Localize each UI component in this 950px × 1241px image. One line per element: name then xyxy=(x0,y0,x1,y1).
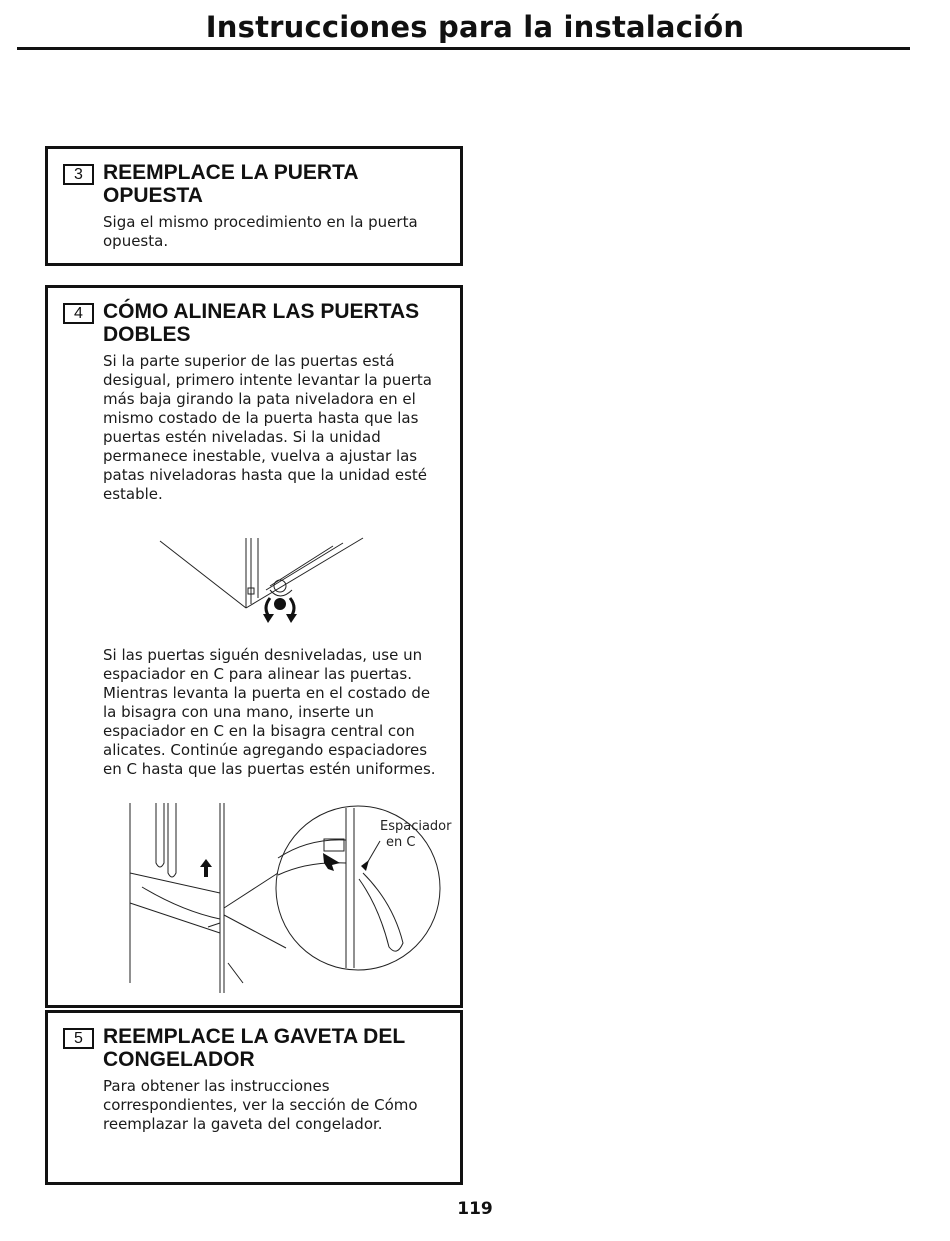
step-3-number: 3 xyxy=(63,164,94,185)
callout-spacer-label-line1: Espaciador xyxy=(380,819,452,834)
leveling-leg-illustration xyxy=(158,528,368,628)
step-3-header xyxy=(63,161,453,207)
callout-spacer-label-line2: en C xyxy=(386,835,416,850)
page-title: Instrucciones para la instalación xyxy=(205,10,745,44)
step-3-title: REEMPLACE LA PUERTA OPUESTA xyxy=(103,161,358,207)
step-5-header xyxy=(63,1025,453,1071)
step-4-title: CÓMO ALINEAR LAS PUERTAS DOBLES xyxy=(103,300,420,346)
step-4-number: 4 xyxy=(63,303,94,324)
step-5-text: Para obtener las instrucciones correspondientes, ver la sección de Cómo reemplazar la gaveta del congelador. xyxy=(103,1077,418,1133)
step-5-box xyxy=(45,1010,463,1185)
step-5-title: REEMPLACE LA GAVETA DEL CONGELADOR xyxy=(103,1025,405,1071)
step-4-box xyxy=(45,285,463,1008)
step-4-header xyxy=(63,300,453,346)
step-4-text-leveling: Si la parte superior de las puertas está desigual, primero intente levantar la puerta más baja girando la pata niveladora en el mismo costado de la puerta hasta que las puertas estén niveladas. Si la unidad permanece inestable, vuelva a ajustar las patas niveladoras hasta que la unidad esté estable. xyxy=(103,352,432,503)
step-3-text: Siga el mismo procedimiento en la puerta opuesta. xyxy=(103,213,418,250)
c-spacer-illustration xyxy=(118,803,460,1003)
step-3-box xyxy=(45,146,463,266)
title-divider xyxy=(17,47,910,50)
step-4-text-spacer: Si las puertas siguén desniveladas, use un espaciador en C para alinear las puertas. Mientras levanta la puerta en el costado de la bisagra con una mano, inserte un espaciador en C en la bisagra central con alicates. Continúe agregando espaciadores en C hasta que las puertas estén uniformes. xyxy=(103,646,436,778)
page-number: 119 xyxy=(457,1199,493,1219)
step-5-number: 5 xyxy=(63,1028,94,1049)
